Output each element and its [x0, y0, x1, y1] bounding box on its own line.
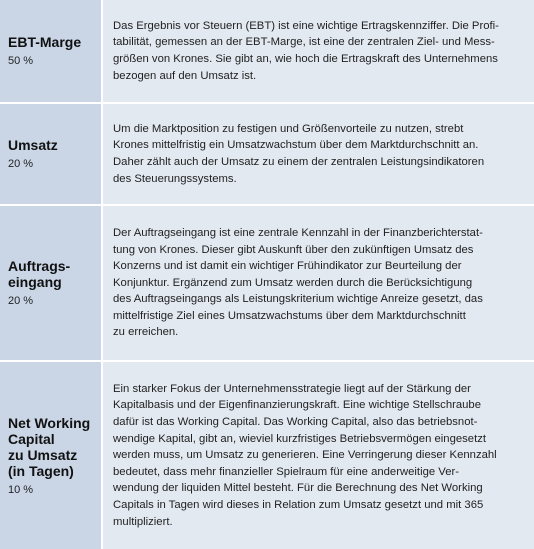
description-cell	[103, 362, 534, 549]
row-weight: 50 %	[8, 55, 34, 67]
table-row-auftragseingang	[0, 206, 534, 360]
row-title: Umsatz	[8, 137, 58, 153]
label-cell	[0, 362, 103, 549]
description-cell	[103, 0, 534, 102]
description-cell	[103, 104, 534, 204]
row-weight: 10 %	[8, 483, 34, 496]
label-cell	[0, 104, 103, 204]
row-description: Der Auftragseingang ist eine zentrale Kennzahl in der Finanzberichterstat- tung von Krones. Dieser gibt Auskunft über den zukünftigen Umsatz des Konzerns und ist damit ein wichtiger Frühindikator zur Beurteilung der Konjunktur. Ergänzend zum Umsatz werden durch die Berücksichtigung des Auftragseingangs als Leistungskriterium wichtige Anreize gesetzt, das mittelfristige Ziel eines Umsatzwachstums über dem Marktdurchschnitt zu erreichen.	[113, 226, 483, 339]
description-cell	[103, 206, 534, 360]
row-weight: 20 %	[8, 158, 34, 170]
table-row-ebt-marge	[0, 0, 534, 102]
row-description: Um die Marktposition zu festigen und Größenvorteile zu nutzen, strebt Krones mittelfristig ein Umsatzwachstum über dem Marktdurchschnitt an. Daher zählt auch der Umsatz zu einem der zentralen Leistungsindikatoren des Steuerungssystems.	[113, 122, 485, 185]
label-cell	[0, 0, 103, 102]
table-row-umsatz	[0, 104, 534, 204]
row-description: Ein starker Fokus der Unternehmensstrategie liegt auf der Stärkung der Kapitalbasis und der Eigenfinanzierungskraft. Eine wichtige Stellschraube dafür ist das Working Capital. Das Working Capital, also das betriebsnot- wendige Kapital, gibt an, wieviel kurzfristiges Betriebsvermögen eingesetzt werden muss, um Umsatz zu generieren. Eine Verringerung dieser Kennzahl bedeutet, dass mehr finanzieller Spielraum für eine anderweitige Ver- wendung der liquiden Mittel besteht. Für die Berechnung des Net Working Capitals in Tagen wird dieses in Relation zum Umsatz gesetzt und mit 365 multipliziert.	[113, 382, 497, 528]
row-title: EBT-Marge	[8, 34, 82, 50]
row-description: Das Ergebnis vor Steuern (EBT) ist eine wichtige Ertragskennziffer. Die Profi- tabilität, gemessen an der EBT-Marge, ist eine der zentralen Ziel- und Mess- größen von Krones. Sie gibt an, wie hoch die Ertragskraft des Unternehmens bezogen auf den Umsatz ist.	[113, 19, 499, 82]
label-cell	[0, 206, 103, 360]
row-title: Auftrags- eingang	[8, 258, 71, 290]
row-weight: 20 %	[8, 295, 34, 307]
row-title: Net Working Capital zu Umsatz (in Tagen)	[8, 414, 91, 479]
table-row-net-working-capital	[0, 362, 534, 549]
